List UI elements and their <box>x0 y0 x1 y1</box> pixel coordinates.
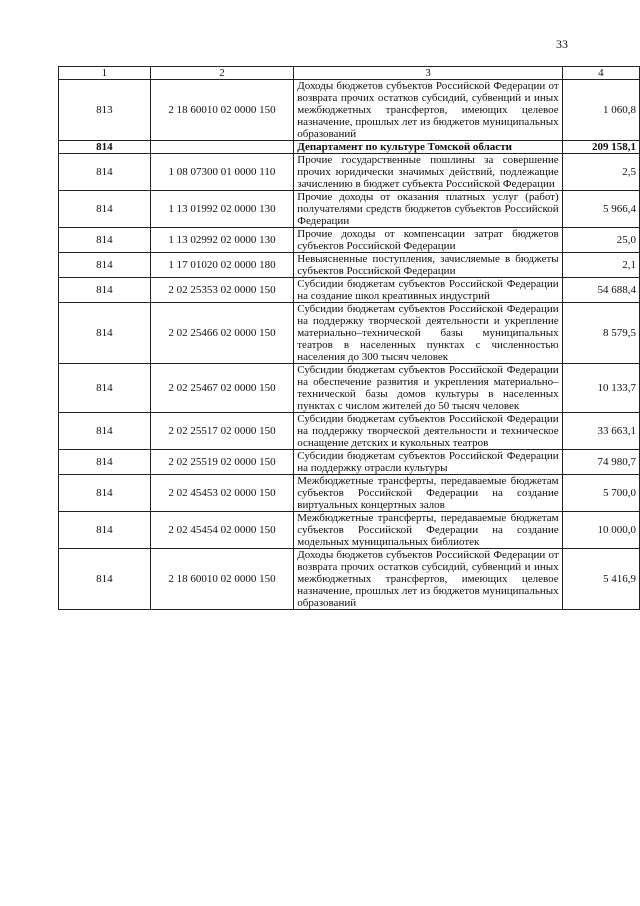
admin-code-cell: 814 <box>59 413 151 450</box>
table-row <box>59 413 640 450</box>
income-description-cell: Департамент по культуре Томской области <box>294 141 562 154</box>
budget-classification-code-cell: 2 02 25517 02 0000 150 <box>150 413 294 450</box>
table-row <box>59 512 640 549</box>
amount-cell: 5 700,0 <box>562 475 639 512</box>
amount-cell: 10 133,7 <box>562 364 639 413</box>
amount-cell: 74 980,7 <box>562 450 639 475</box>
admin-code-cell: 814 <box>59 303 151 364</box>
admin-code-cell: 814 <box>59 450 151 475</box>
table-row <box>59 303 640 364</box>
table-row <box>59 278 640 303</box>
budget-classification-code-cell: 2 02 25466 02 0000 150 <box>150 303 294 364</box>
admin-code-cell: 813 <box>59 80 151 141</box>
amount-cell: 25,0 <box>562 228 639 253</box>
income-description-cell: Субсидии бюджетам субъектов Российской Федерации на поддержку творческой деятельности и укрепление материально–технической базы муниципальных театров в населенных пунктах с численностью населения до 300 тысяч человек <box>294 303 562 364</box>
income-description-cell: Субсидии бюджетам субъектов Российской Федерации на поддержку творческой деятельности и техническое оснащение детских и кукольных театров <box>294 413 562 450</box>
table-row <box>59 450 640 475</box>
admin-code-cell: 814 <box>59 154 151 191</box>
table-row <box>59 228 640 253</box>
income-description-cell: Доходы бюджетов субъектов Российской Федерации от возврата прочих остатков субсидий, субвенций и иных межбюджетных трансфертов, имеющих целевое назначение, прошлых лет из бюджетов муниципальных образований <box>294 80 562 141</box>
header-row <box>59 67 640 80</box>
amount-cell: 5 966,4 <box>562 191 639 228</box>
table-row <box>59 191 640 228</box>
income-description-cell: Межбюджетные трансферты, передаваемые бюджетам субъектов Российской Федерации на создание модельных муниципальных библиотек <box>294 512 562 549</box>
admin-code-cell: 814 <box>59 549 151 610</box>
column-header-4: 4 <box>562 67 639 80</box>
budget-classification-code-cell: 2 18 60010 02 0000 150 <box>150 549 294 610</box>
income-description-cell: Прочие государственные пошлины за совершение прочих юридически значимых действий, подлежащие зачислению в бюджет субъекта Российской Федерации <box>294 154 562 191</box>
table-row <box>59 154 640 191</box>
column-header-3: 3 <box>294 67 562 80</box>
income-description-cell: Субсидии бюджетам субъектов Российской Федерации на поддержку отрасли культуры <box>294 450 562 475</box>
amount-cell: 33 663,1 <box>562 413 639 450</box>
admin-code-cell: 814 <box>59 253 151 278</box>
income-description-cell: Невыясненные поступления, зачисляемые в бюджеты субъектов Российской Федерации <box>294 253 562 278</box>
budget-classification-code-cell: 2 02 25353 02 0000 150 <box>150 278 294 303</box>
department-row <box>59 141 640 154</box>
table-body <box>59 80 640 610</box>
budget-classification-code-cell: 1 08 07300 01 0000 110 <box>150 154 294 191</box>
income-description-cell: Субсидии бюджетам субъектов Российской Федерации на создание школ креативных индустрий <box>294 278 562 303</box>
budget-classification-code-cell: 2 02 45453 02 0000 150 <box>150 475 294 512</box>
column-header-1: 1 <box>59 67 151 80</box>
admin-code-cell: 814 <box>59 228 151 253</box>
income-description-cell: Прочие доходы от компенсации затрат бюджетов субъектов Российской Федерации <box>294 228 562 253</box>
admin-code-cell: 814 <box>59 191 151 228</box>
column-header-2: 2 <box>150 67 294 80</box>
table-row <box>59 549 640 610</box>
admin-code-cell: 814 <box>59 141 151 154</box>
amount-cell: 5 416,9 <box>562 549 639 610</box>
admin-code-cell: 814 <box>59 475 151 512</box>
amount-cell: 2,5 <box>562 154 639 191</box>
admin-code-cell: 814 <box>59 512 151 549</box>
budget-classification-code-cell: 2 02 25519 02 0000 150 <box>150 450 294 475</box>
table-row <box>59 80 640 141</box>
income-description-cell: Доходы бюджетов субъектов Российской Федерации от возврата прочих остатков субсидий, субвенций и иных межбюджетных трансфертов, имеющих целевое назначение, прошлых лет из бюджетов муниципальных образований <box>294 549 562 610</box>
budget-classification-code-cell: 1 13 02992 02 0000 130 <box>150 228 294 253</box>
amount-cell: 54 688,4 <box>562 278 639 303</box>
income-description-cell: Субсидии бюджетам субъектов Российской Федерации на обеспечение развития и укрепления материально–технической базы домов культуры в населенных пунктах с числом жителей до 50 тысяч человек <box>294 364 562 413</box>
budget-classification-code-cell: 2 02 25467 02 0000 150 <box>150 364 294 413</box>
admin-code-cell: 814 <box>59 364 151 413</box>
page-number: 33 <box>556 37 568 51</box>
income-description-cell: Прочие доходы от оказания платных услуг (работ) получателями средств бюджетов субъектов Российской Федерации <box>294 191 562 228</box>
table-row <box>59 475 640 512</box>
table-row <box>59 253 640 278</box>
budget-classification-code-cell: 1 17 01020 02 0000 180 <box>150 253 294 278</box>
budget-table <box>58 66 640 610</box>
amount-cell: 10 000,0 <box>562 512 639 549</box>
amount-cell: 8 579,5 <box>562 303 639 364</box>
budget-classification-code-cell <box>150 141 294 154</box>
admin-code-cell: 814 <box>59 278 151 303</box>
income-description-cell: Межбюджетные трансферты, передаваемые бюджетам субъектов Российской Федерации на создание виртуальных концертных залов <box>294 475 562 512</box>
amount-cell: 1 060,8 <box>562 80 639 141</box>
budget-classification-code-cell: 2 02 45454 02 0000 150 <box>150 512 294 549</box>
budget-classification-code-cell: 1 13 01992 02 0000 130 <box>150 191 294 228</box>
table-row <box>59 364 640 413</box>
amount-cell: 2,1 <box>562 253 639 278</box>
amount-cell: 209 158,1 <box>562 141 639 154</box>
budget-classification-code-cell: 2 18 60010 02 0000 150 <box>150 80 294 141</box>
